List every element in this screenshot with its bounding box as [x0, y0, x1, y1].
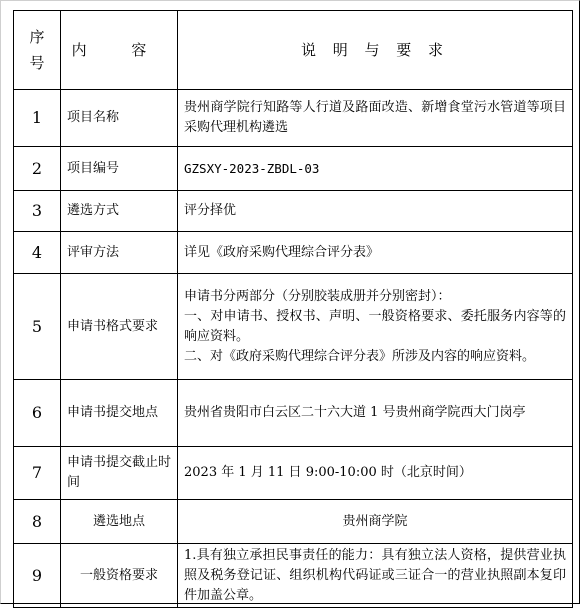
header-content: 内 容 — [61, 11, 178, 90]
row-item: 项目名称 — [61, 90, 178, 147]
table-row — [14, 274, 573, 380]
table-row — [14, 90, 573, 147]
row-description: 1.具有独立承担民事责任的能力：具有独立法人资格，提供营业执照及税务登记证、组织机构代码证或三证合一的营业执照副本复印件加盖公章。 — [178, 544, 573, 608]
row-number: 6 — [14, 380, 61, 447]
table-row — [14, 191, 573, 232]
header-serial-line1: 序 — [29, 28, 45, 46]
row-item: 遴选方式 — [61, 191, 178, 232]
header-description: 说 明 与 要 求 — [178, 11, 573, 90]
row-description: 详见《政府采购代理综合评分表》 — [178, 232, 573, 274]
row-item: 遴选地点 — [61, 500, 178, 544]
table-row — [14, 147, 573, 191]
row-number: 2 — [14, 147, 61, 191]
row-description: 评分择优 — [178, 191, 573, 232]
header-serial-cell — [14, 11, 61, 90]
description-line: 申请书分两部分（分别胶装成册并分别密封）： — [184, 288, 451, 304]
table-header-row — [14, 11, 573, 90]
description-line: 二、对《政府采购代理综合评分表》所涉及内容的响应资料。 — [184, 348, 536, 364]
requirements-table — [13, 10, 573, 608]
table-row — [14, 380, 573, 447]
row-item: 项目编号 — [61, 147, 178, 191]
table-row — [14, 544, 573, 608]
row-number: 4 — [14, 232, 61, 274]
row-description: GZSXY-2023-ZBDL-03 — [178, 147, 573, 191]
description-line: 一、对申请书、授权书、声明、一般资格要求、委托服务内容等的响应资料。 — [184, 308, 566, 344]
table-row — [14, 500, 573, 544]
table-row — [14, 232, 573, 274]
row-description: 贵州商学院行知路等人行道及路面改造、新增食堂污水管道等项目采购代理机构遴选 — [178, 90, 573, 147]
row-description: 2023 年 1 月 11 日 9:00-10:00 时（北京时间） — [178, 447, 573, 500]
row-number: 5 — [14, 274, 61, 380]
row-description — [178, 274, 573, 380]
row-number: 1 — [14, 90, 61, 147]
row-item: 评审方法 — [61, 232, 178, 274]
row-item: 申请书提交截止时间 — [61, 447, 178, 500]
row-description: 贵州省贵阳市白云区二十六大道 1 号贵州商学院西大门岗亭 — [178, 380, 573, 447]
header-serial-line2: 号 — [29, 54, 45, 72]
row-number: 8 — [14, 500, 61, 544]
table-row — [14, 447, 573, 500]
row-number: 9 — [14, 544, 61, 608]
row-number: 3 — [14, 191, 61, 232]
row-item: 一般资格要求 — [61, 544, 178, 608]
row-description: 贵州商学院 — [178, 500, 573, 544]
row-number: 7 — [14, 447, 61, 500]
row-item: 申请书提交地点 — [61, 380, 178, 447]
row-item: 申请书格式要求 — [61, 274, 178, 380]
